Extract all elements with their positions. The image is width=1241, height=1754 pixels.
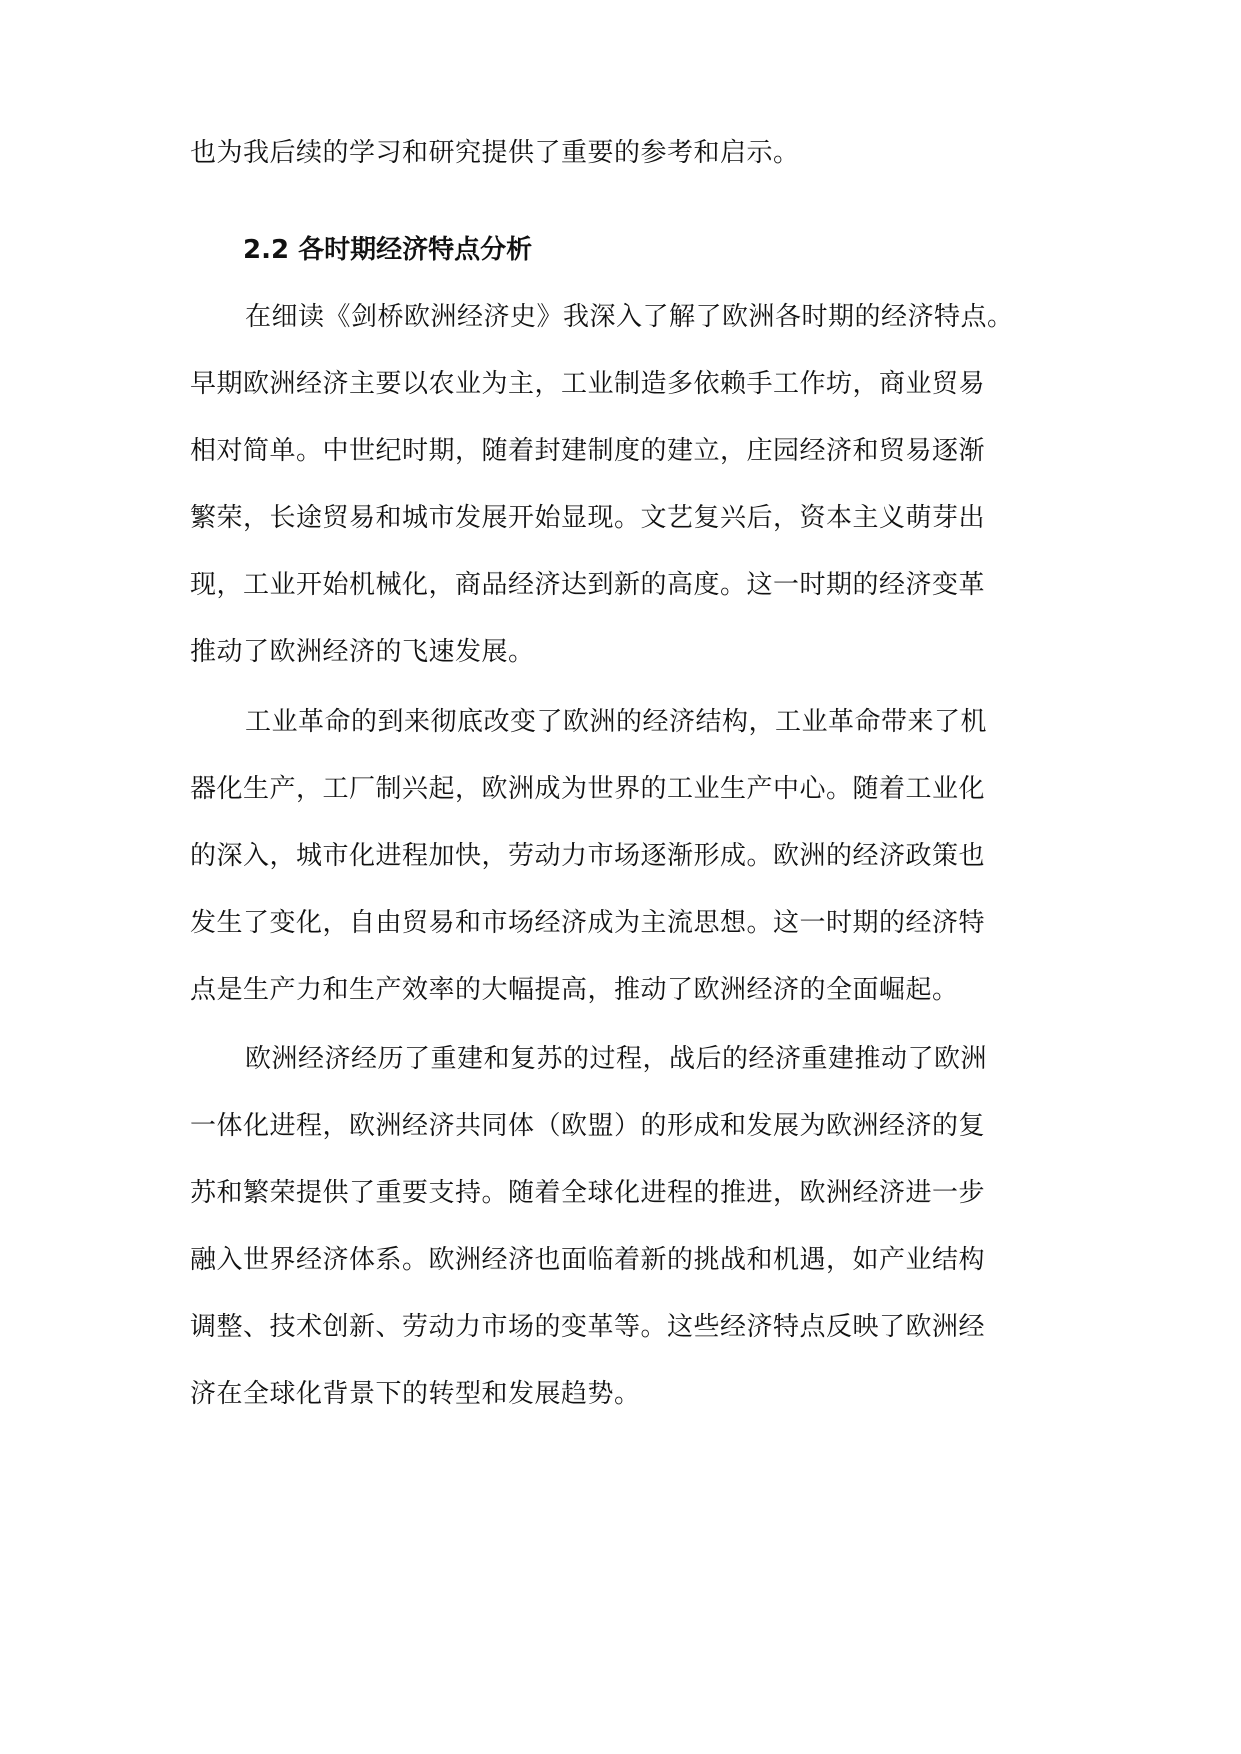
- text-line: 繁荣，长途贸易和城市发展开始显现。文艺复兴后，资本主义萌芽出: [190, 503, 986, 533]
- text-line: 欧洲经济经历了重建和复苏的过程，战后的经济重建推动了欧洲: [245, 1044, 988, 1074]
- text-line: 的深入，城市化进程加快，劳动力市场逐渐形成。欧洲的经济政策也: [190, 841, 986, 871]
- text-line: 点是生产力和生产效率的大幅提高，推动了欧洲经济的全面崛起。: [190, 975, 959, 1005]
- text-line: 器化生产，工厂制兴起，欧洲成为世界的工业生产中心。随着工业化: [190, 774, 986, 804]
- text-line: 济在全球化背景下的转型和发展趋势。: [190, 1379, 641, 1409]
- text-line: 现，工业开始机械化，商品经济达到新的高度。这一时期的经济变革: [190, 570, 986, 600]
- text-line: 调整、技术创新、劳动力市场的变革等。这些经济特点反映了欧洲经: [190, 1312, 986, 1342]
- section-heading: 2.2 各时期经济特点分析: [243, 235, 533, 265]
- text-line: 融入世界经济体系。欧洲经济也面临着新的挑战和机遇，如产业结构: [190, 1245, 986, 1275]
- text-line: 早期欧洲经济主要以农业为主，工业制造多依赖手工作坊，商业贸易: [190, 369, 986, 399]
- text-line: 也为我后续的学习和研究提供了重要的参考和启示。: [190, 138, 800, 168]
- text-line: 推动了欧洲经济的飞速发展。: [190, 637, 535, 667]
- text-line: 工业革命的到来彻底改变了欧洲的经济结构，工业革命带来了机: [245, 707, 988, 737]
- text-line: 相对简单。中世纪时期，随着封建制度的建立，庄园经济和贸易逐渐: [190, 436, 986, 466]
- text-line: 发生了变化，自由贸易和市场经济成为主流思想。这一时期的经济特: [190, 908, 986, 938]
- text-line: 在细读《剑桥欧洲经济史》我深入了解了欧洲各时期的经济特点。: [245, 302, 1014, 332]
- text-line: 苏和繁荣提供了重要支持。随着全球化进程的推进，欧洲经济进一步: [190, 1178, 986, 1208]
- text-line: 一体化进程，欧洲经济共同体（欧盟）的形成和发展为欧洲经济的复: [190, 1111, 986, 1141]
